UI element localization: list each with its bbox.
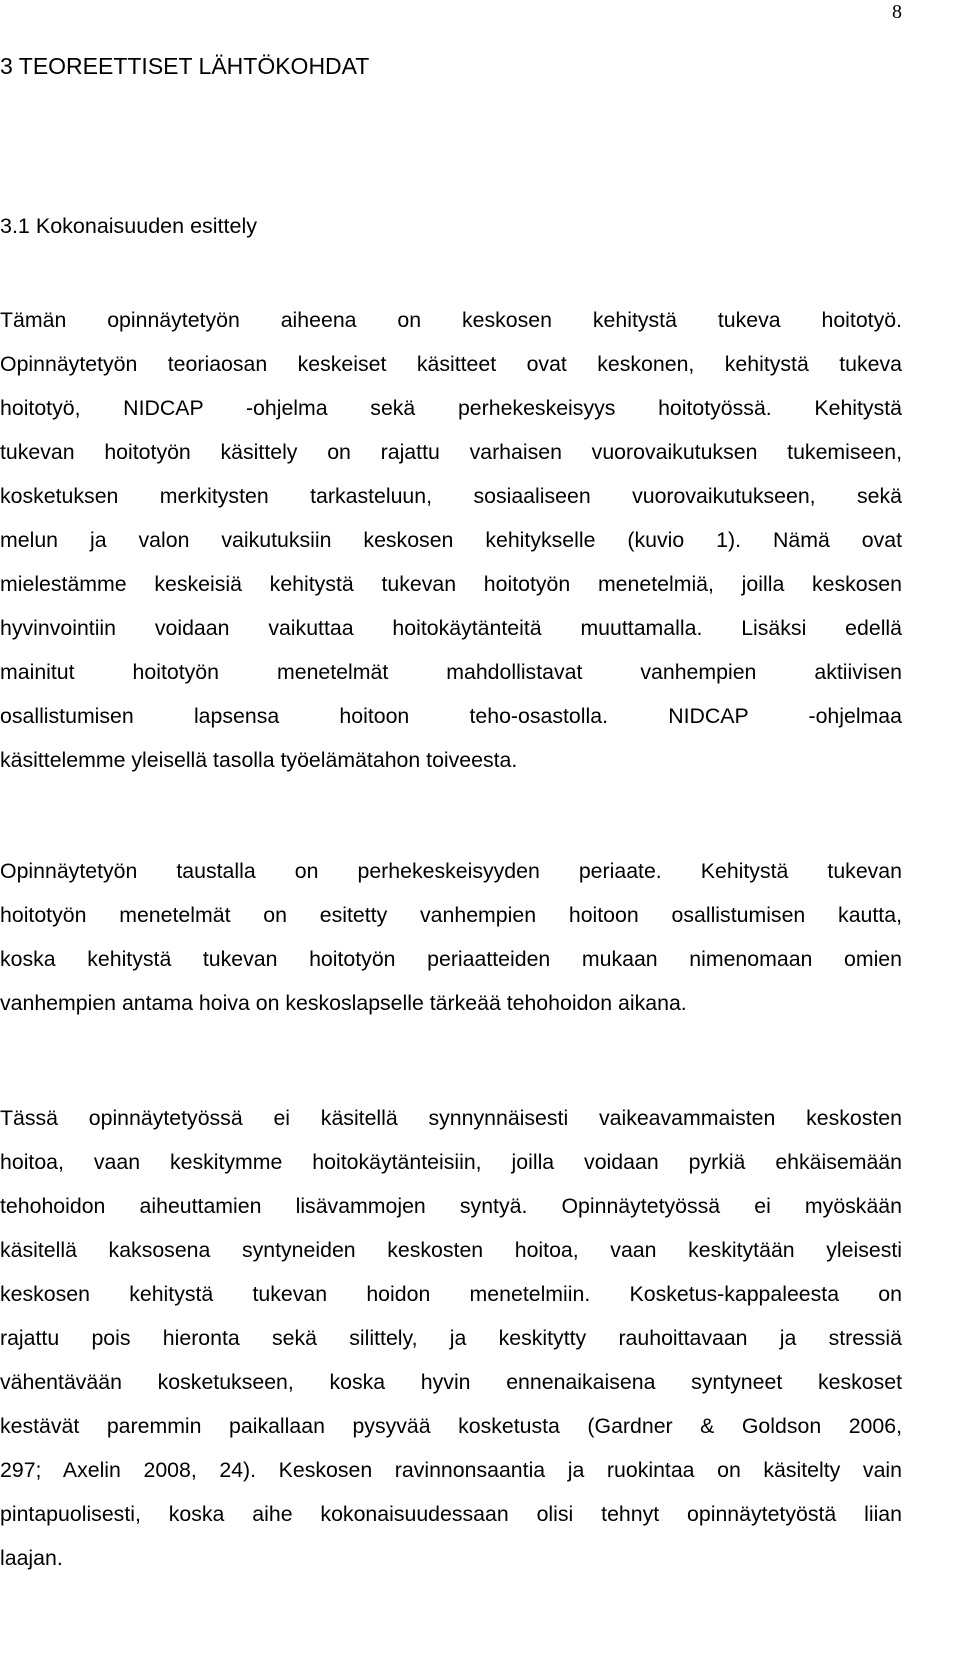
text-line: tukevan hoitotyön käsittely on rajattu varhaisen vuorovaikutuksen tukemiseen, [0, 440, 902, 464]
text-line: keskosen kehitystä tukevan hoidon menetelmiin. Kosketus-kappaleesta on [0, 1282, 902, 1306]
text-line: Opinnäytetyön teoriaosan keskeiset käsitteet ovat keskonen, kehitystä tukeva [0, 352, 902, 376]
text-line: Tässä opinnäytetyössä ei käsitellä synnynnäisesti vaikeavammaisten keskosten [0, 1106, 902, 1130]
text-line: 297; Axelin 2008, 24). Keskosen ravinnonsaantia ja ruokintaa on käsitelty vain [0, 1458, 902, 1482]
text-line: laajan. [0, 1546, 63, 1570]
text-line: Opinnäytetyön taustalla on perhekeskeisyyden periaate. Kehitystä tukevan [0, 859, 902, 883]
text-line: hoitotyö, NIDCAP -ohjelma sekä perhekeskeisyys hoitotyössä. Kehitystä [0, 396, 902, 420]
text-line: melun ja valon vaikutuksiin keskosen kehitykselle (kuvio 1). Nämä ovat [0, 528, 902, 552]
text-line: hoitotyön menetelmät on esitetty vanhempien hoitoon osallistumisen kautta, [0, 903, 902, 927]
text-line: mielestämme keskeisiä kehitystä tukevan hoitotyön menetelmiä, joilla keskosen [0, 572, 902, 596]
text-line: käsittelemme yleisellä tasolla työelämätahon toiveesta. [0, 748, 518, 772]
text-line: kosketuksen merkitysten tarkasteluun, sosiaaliseen vuorovaikutukseen, sekä [0, 484, 902, 508]
text-line: käsitellä kaksosena syntyneiden keskosten hoitoa, vaan keskitytään yleisesti [0, 1238, 902, 1262]
page-number: 8 [892, 1, 902, 23]
paragraph-introduction [0, 298, 902, 782]
text-line: hoitoa, vaan keskitymme hoitokäytänteisiin, joilla voidaan pyrkiä ehkäisemään [0, 1150, 902, 1174]
text-line: hyvinvointiin voidaan vaikuttaa hoitokäytänteitä muuttamalla. Lisäksi edellä [0, 616, 902, 640]
text-line: pintapuolisesti, koska aihe kokonaisuudessaan olisi tehnyt opinnäytetyöstä liian [0, 1502, 902, 1526]
paragraph-background [0, 849, 902, 1025]
paragraph-scope [0, 1096, 902, 1580]
text-line: koska kehitystä tukevan hoitotyön periaatteiden mukaan nimenomaan omien [0, 947, 902, 971]
text-line: vähentävään kosketukseen, koska hyvin ennenaikaisena syntyneet keskoset [0, 1370, 902, 1394]
text-line: tehohoidon aiheuttamien lisävammojen syntyä. Opinnäytetyössä ei myöskään [0, 1194, 902, 1218]
text-line: Tämän opinnäytetyön aiheena on keskosen kehitystä tukeva hoitotyö. [0, 308, 902, 332]
text-line: mainitut hoitotyön menetelmät mahdollistavat vanhempien aktiivisen [0, 660, 902, 684]
chapter-heading: 3 TEOREETTISET LÄHTÖKOHDAT [0, 53, 370, 79]
section-heading: 3.1 Kokonaisuuden esittely [0, 214, 257, 238]
text-line: vanhempien antama hoiva on keskoslapselle tärkeää tehohoidon aikana. [0, 991, 687, 1015]
text-line: rajattu pois hieronta sekä silittely, ja keskitytty rauhoittavaan ja stressiä [0, 1326, 902, 1350]
text-line: osallistumisen lapsensa hoitoon teho-osastolla. NIDCAP -ohjelmaa [0, 704, 902, 728]
text-line: kestävät paremmin paikallaan pysyvää kosketusta (Gardner & Goldson 2006, [0, 1414, 902, 1438]
